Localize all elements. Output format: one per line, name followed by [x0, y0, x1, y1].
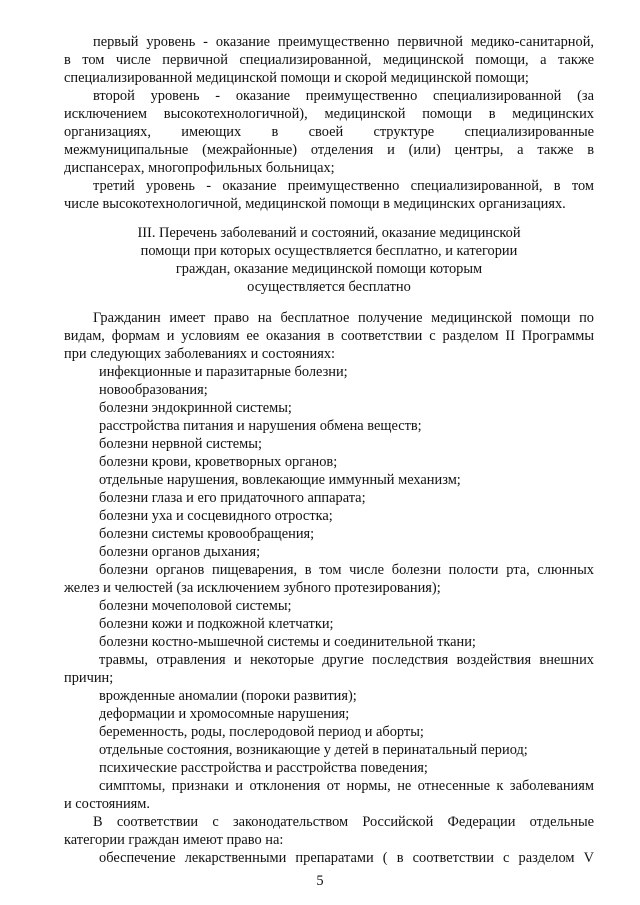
- list-item: болезни костно-мышечной системы и соединительной ткани;: [99, 634, 476, 650]
- list-item: болезни системы кровообращения;: [99, 526, 315, 542]
- list-item: отдельные нарушения, вовлекающие иммунный механизм;: [99, 472, 461, 488]
- heading-line-4: осуществляется бесплатно: [247, 279, 411, 295]
- list-item: болезни уха и сосцевидного отростка;: [99, 508, 333, 524]
- list-item: деформации и хромосомные нарушения;: [99, 706, 350, 722]
- list-item: болезни органов пищеварения, в том числе болезни полости рта, слюнных: [99, 562, 594, 578]
- level-2-line-4: межмуниципальные (межрайонные) отделения и (или) центры, а также в: [64, 142, 594, 158]
- intro-line-3: при следующих заболеваниях и состояниях:: [64, 346, 336, 362]
- list-item-continuation: и состояниям.: [64, 796, 150, 812]
- list-item: болезни мочеполовой системы;: [99, 598, 292, 614]
- level-2-line-1: второй уровень - оказание преимущественно специализированной (за: [93, 88, 594, 104]
- level-2-line-2: исключением высокотехнологичной), медицинской помощи в медицинских: [64, 106, 594, 122]
- list-item: психические расстройства и расстройства поведения;: [99, 760, 428, 776]
- list-item: болезни эндокринной системы;: [99, 400, 292, 416]
- section-heading: [64, 224, 594, 296]
- list-item: болезни кожи и подкожной клетчатки;: [99, 616, 334, 632]
- level-1-line-2: в том числе первичной специализированной, медицинской помощи, а также: [64, 52, 594, 68]
- list-item: травмы, отравления и некоторые другие последствия воздействия внешних: [99, 652, 594, 668]
- intro-line-2: видам, формам и условиям ее оказания в соответствии с разделом II Программы: [64, 328, 594, 344]
- list-item: отдельные состояния, возникающие у детей в перинатальный период;: [99, 742, 528, 758]
- list-item: инфекционные и паразитарные болезни;: [99, 364, 348, 380]
- intro-line-1: Гражданин имеет право на бесплатное получение медицинской помощи по: [93, 310, 594, 326]
- list-item: болезни нервной системы;: [99, 436, 262, 452]
- closing-continuation: [64, 849, 594, 867]
- level-2-line-5: диспансерах, многопрофильных больницах;: [64, 160, 335, 176]
- disease-list: [64, 363, 594, 813]
- heading-line-2: помощи при которых осуществляется бесплатно, и категории: [140, 243, 518, 259]
- list-item: беременность, роды, послеродовой период и аборты;: [99, 724, 424, 740]
- heading-line-3: граждан, оказание медицинской помощи которым: [175, 261, 483, 277]
- closing-line-3: обеспечение лекарственными препаратами ( в соответствии с разделом V: [99, 850, 594, 866]
- level-2-line-3: организациях, имеющих в своей структуре специализированные: [64, 124, 594, 140]
- list-item: симптомы, признаки и отклонения от нормы, не отнесенные к заболеваниям: [99, 778, 594, 794]
- list-item: болезни глаза и его придаточного аппарата;: [99, 490, 366, 506]
- closing-line-2: категории граждан имеют право на:: [64, 832, 284, 848]
- levels-block: [64, 33, 594, 213]
- level-3-line-1: третий уровень - оказание преимущественно специализированной, в том: [93, 178, 594, 194]
- list-item: новообразования;: [99, 382, 208, 398]
- closing-paragraph: [64, 813, 594, 849]
- closing-line-1: В соответствии с законодательством Российской Федерации отдельные: [93, 814, 594, 830]
- list-item: расстройства питания и нарушения обмена веществ;: [99, 418, 422, 434]
- list-item-continuation: желез и челюстей (за исключением зубного протезирования);: [64, 580, 441, 596]
- page-number: 5: [316, 873, 324, 889]
- list-item: болезни органов дыхания;: [99, 544, 261, 560]
- level-3-line-2: числе высокотехнологичной, медицинской помощи в медицинских организациях.: [64, 196, 566, 212]
- list-item: врожденные аномалии (пороки развития);: [99, 688, 357, 704]
- level-1-line-3: специализированной медицинской помощи и скорой медицинской помощи;: [64, 70, 529, 86]
- list-item: болезни крови, кроветворных органов;: [99, 454, 338, 470]
- list-item-continuation: причин;: [64, 670, 114, 686]
- level-1-line-1: первый уровень - оказание преимущественно первичной медико-санитарной,: [93, 34, 594, 50]
- intro-paragraph: [64, 309, 594, 363]
- heading-line-1: III. Перечень заболеваний и состояний, оказание медицинской: [137, 225, 521, 241]
